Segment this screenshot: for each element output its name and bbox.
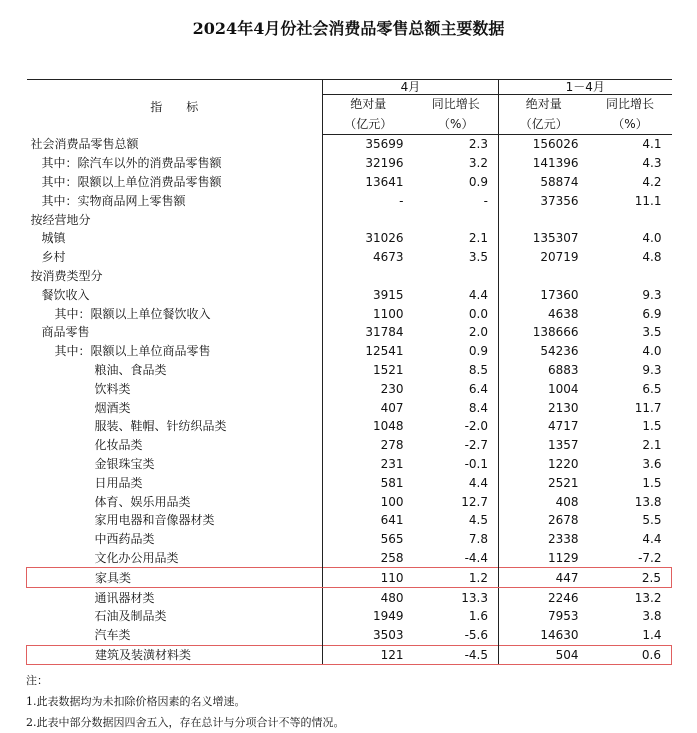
growth-apr-cell: 0.9	[414, 342, 499, 361]
table-row	[27, 191, 672, 210]
row-label: 乡村	[27, 248, 323, 267]
abs-apr-cell: 32196	[365, 156, 404, 171]
abs-ytd-cell: 2130	[547, 400, 579, 415]
growth-ytd-cell: 4.3	[642, 156, 662, 171]
growth-ytd-cell: 6.5	[642, 381, 662, 396]
growth-ytd-cell: 13.8	[634, 494, 662, 509]
growth-ytd-cell	[589, 267, 672, 286]
abs-ytd-cell: 504	[499, 645, 589, 665]
growth-apr-cell: -4.5	[414, 645, 499, 665]
row-label: 文化办公用品类	[27, 549, 323, 568]
growth-apr-cell: 3.5	[414, 248, 499, 267]
growth-ytd-cell: 5.5	[642, 513, 662, 528]
growth-ytd-cell: 11.1	[634, 193, 662, 208]
highlighted-row	[27, 645, 672, 665]
abs-apr-cell: 1949	[372, 609, 404, 624]
abs-ytd-cell: 1129	[547, 550, 579, 565]
abs-apr-cell: 278	[380, 438, 404, 453]
growth-apr-cell: 0.9	[414, 173, 499, 192]
abs-apr-cell: 258	[380, 550, 404, 565]
highlighted-row	[27, 568, 672, 588]
abs-apr-cell: 231	[380, 456, 404, 471]
table-row	[27, 323, 672, 342]
growth-label-ytd: 同比增长	[589, 95, 672, 115]
row-label: 餐饮收入	[27, 285, 323, 304]
growth-apr-cell: -	[414, 191, 499, 210]
growth-ytd-cell: 0.6	[589, 645, 672, 665]
table-row	[27, 398, 672, 417]
abs-apr-cell: 31784	[365, 325, 404, 340]
growth-ytd-cell: 2.1	[642, 438, 662, 453]
growth-apr-cell: 4.4	[414, 285, 499, 304]
growth-ytd-cell: 4.8	[642, 250, 662, 265]
abs-ytd-cell: 138666	[532, 325, 579, 340]
growth-apr-cell: 6.4	[414, 379, 499, 398]
row-label: 社会消费品零售总额	[27, 135, 323, 154]
table-row	[27, 626, 672, 645]
table-row	[27, 342, 672, 361]
abs-ytd-cell: 7953	[547, 609, 579, 624]
abs-apr-cell	[323, 210, 414, 229]
table-row	[27, 361, 672, 380]
abs-ytd-cell: 1220	[547, 456, 579, 471]
abs-ytd-cell: 4717	[547, 419, 579, 434]
abs-apr-cell: 4673	[372, 250, 404, 265]
abs-ytd-cell: 58874	[540, 174, 579, 189]
growth-apr-cell: -2.0	[414, 417, 499, 436]
growth-ytd-cell: 3.6	[642, 456, 662, 471]
growth-ytd-cell: 3.5	[642, 325, 662, 340]
abs-apr-cell: 230	[380, 381, 404, 396]
growth-apr-cell: 8.4	[414, 398, 499, 417]
table-row	[27, 549, 672, 568]
note-2: 2.此表中部分数据因四舍五入，存在总计与分项合计不等的情况。	[26, 716, 345, 729]
growth-apr-cell: 0.0	[414, 304, 499, 323]
abs-ytd-cell: 2678	[547, 513, 579, 528]
row-label: 体育、娱乐用品类	[27, 492, 323, 511]
growth-ytd-cell: 3.8	[642, 609, 662, 624]
row-label: 按经营地分	[27, 210, 323, 229]
growth-apr-cell: 1.2	[414, 568, 499, 588]
abs-ytd-cell: 447	[499, 568, 589, 588]
table-row	[27, 304, 672, 323]
growth-ytd-cell: 11.7	[634, 400, 662, 415]
abs-ytd-cell: 2521	[547, 475, 579, 490]
note-1: 1.此表数据均为未扣除价格因素的名义增速。	[26, 695, 246, 708]
table-row	[27, 210, 672, 229]
growth-apr-cell: 4.4	[414, 473, 499, 492]
notes-heading: 注：	[26, 674, 48, 687]
table-row	[27, 267, 672, 286]
growth-unit-apr: （%）	[414, 114, 499, 135]
page-title: 2024年4月份社会消费品零售总额主要数据	[192, 19, 505, 38]
growth-ytd-cell: 13.2	[634, 590, 662, 605]
row-label: 服装、鞋帽、针纺织品类	[27, 417, 323, 436]
row-label: 其中：限额以上单位餐饮收入	[27, 304, 323, 323]
growth-apr-cell: -5.6	[414, 626, 499, 645]
table-row	[27, 530, 672, 549]
abs-ytd-cell: 408	[555, 494, 579, 509]
table-row	[27, 285, 672, 304]
growth-apr-cell: -0.1	[414, 455, 499, 474]
growth-apr-cell: -4.4	[414, 549, 499, 568]
growth-ytd-cell: 6.9	[642, 306, 662, 321]
row-label: 建筑及装潢材料类	[27, 645, 323, 665]
abs-ytd-cell	[499, 210, 589, 229]
growth-apr-cell: 2.1	[414, 229, 499, 248]
abs-ytd-cell: 1357	[547, 438, 579, 453]
growth-unit-ytd: （%）	[589, 114, 672, 135]
table-row	[27, 379, 672, 398]
row-label: 其中：除汽车以外的消费品零售额	[27, 154, 323, 173]
abs-ytd-cell: 2246	[547, 590, 579, 605]
abs-apr-cell: 110	[323, 568, 414, 588]
abs-apr-cell: 100	[380, 494, 404, 509]
abs-ytd-cell: 54236	[540, 344, 579, 359]
growth-apr-cell: 4.5	[414, 511, 499, 530]
notes	[26, 670, 345, 733]
abs-ytd-cell: 135307	[532, 231, 579, 246]
table-row	[27, 588, 672, 607]
abs-ytd-cell: 1004	[547, 381, 579, 396]
row-label: 通讯器材类	[27, 588, 323, 607]
growth-apr-cell: 2.0	[414, 323, 499, 342]
row-label: 汽车类	[27, 626, 323, 645]
growth-apr-cell	[414, 267, 499, 286]
growth-ytd-cell: 4.4	[642, 532, 662, 547]
growth-apr-cell: 12.7	[414, 492, 499, 511]
period-jan-apr-header: 1－4月	[565, 80, 605, 94]
growth-ytd-cell: 1.4	[642, 628, 662, 643]
abs-apr-cell: 641	[380, 513, 404, 528]
retail-sales-table	[26, 79, 672, 665]
growth-apr-cell: 1.6	[414, 607, 499, 626]
table-row	[27, 248, 672, 267]
row-label: 金银珠宝类	[27, 455, 323, 474]
table-row	[27, 135, 672, 154]
growth-ytd-cell: 2.5	[589, 568, 672, 588]
abs-ytd-cell	[499, 267, 589, 286]
abs-ytd-cell: 37356	[540, 193, 579, 208]
growth-ytd-cell: -7.2	[638, 550, 662, 565]
row-label: 石油及制品类	[27, 607, 323, 626]
growth-label-apr: 同比增长	[414, 95, 499, 115]
table-row	[27, 436, 672, 455]
table-row	[27, 473, 672, 492]
abs-apr-cell: 1521	[372, 362, 404, 377]
abs-ytd-cell: 6883	[547, 362, 579, 377]
growth-apr-cell: 8.5	[414, 361, 499, 380]
growth-apr-cell: 7.8	[414, 530, 499, 549]
growth-ytd-cell	[589, 210, 672, 229]
abs-apr-cell: 121	[323, 645, 414, 665]
table-row	[27, 455, 672, 474]
row-label: 日用品类	[27, 473, 323, 492]
growth-apr-cell: 3.2	[414, 154, 499, 173]
growth-ytd-cell: 4.0	[642, 344, 662, 359]
abs-ytd-cell: 14630	[540, 628, 579, 643]
row-label: 其中：实物商品网上零售额	[27, 191, 323, 210]
abs-apr-cell: 3503	[372, 628, 404, 643]
abs-apr-cell: 565	[380, 532, 404, 547]
row-label: 城镇	[27, 229, 323, 248]
table-row	[27, 492, 672, 511]
table-row	[27, 173, 672, 192]
table-row	[27, 417, 672, 436]
abs-apr-cell: 35699	[365, 137, 404, 152]
growth-apr-cell	[414, 210, 499, 229]
growth-ytd-cell: 1.5	[642, 419, 662, 434]
abs-apr-cell: 1048	[372, 419, 404, 434]
row-label: 家具类	[27, 568, 323, 588]
growth-ytd-cell: 1.5	[642, 475, 662, 490]
abs-apr-cell: 12541	[365, 344, 404, 359]
growth-apr-cell: -2.7	[414, 436, 499, 455]
abs-apr-cell: 31026	[365, 231, 404, 246]
period-april-header: 4月	[323, 80, 499, 95]
abs-apr-cell: -	[399, 193, 404, 208]
abs-apr-cell: 1100	[372, 306, 404, 321]
abs-apr-cell: 480	[380, 590, 404, 605]
abs-label-apr: 绝对量	[323, 95, 414, 115]
row-label: 其中：限额以上单位消费品零售额	[27, 173, 323, 192]
growth-apr-cell: 13.3	[414, 588, 499, 607]
table-body	[27, 135, 672, 665]
row-label: 粮油、食品类	[27, 361, 323, 380]
abs-ytd-cell: 141396	[532, 156, 579, 171]
abs-ytd-cell: 2338	[547, 532, 579, 547]
row-label: 按消费类型分	[27, 267, 323, 286]
row-label: 烟酒类	[27, 398, 323, 417]
table-row	[27, 154, 672, 173]
abs-unit-apr: （亿元）	[323, 114, 414, 135]
abs-apr-cell: 581	[380, 475, 404, 490]
abs-label-ytd: 绝对量	[499, 95, 589, 115]
row-label: 化妆品类	[27, 436, 323, 455]
abs-apr-cell: 3915	[372, 287, 404, 302]
table-row	[27, 607, 672, 626]
row-label: 其中：限额以上单位商品零售	[27, 342, 323, 361]
growth-ytd-cell: 9.3	[642, 287, 662, 302]
indicator-header: 指 标	[27, 80, 323, 135]
abs-ytd-cell: 156026	[532, 137, 579, 152]
abs-ytd-cell: 20719	[540, 250, 579, 265]
abs-apr-cell: 407	[380, 400, 404, 415]
growth-ytd-cell: 4.1	[642, 137, 662, 152]
growth-ytd-cell: 4.0	[642, 231, 662, 246]
table-row	[27, 511, 672, 530]
growth-ytd-cell: 9.3	[642, 362, 662, 377]
abs-ytd-cell: 17360	[540, 287, 579, 302]
abs-unit-ytd: （亿元）	[499, 114, 589, 135]
row-label: 商品零售	[27, 323, 323, 342]
abs-ytd-cell: 4638	[547, 306, 579, 321]
abs-apr-cell	[323, 267, 414, 286]
table-row	[27, 229, 672, 248]
row-label: 饮料类	[27, 379, 323, 398]
growth-ytd-cell: 4.2	[642, 174, 662, 189]
row-label: 中西药品类	[27, 530, 323, 549]
row-label: 家用电器和音像器材类	[27, 511, 323, 530]
abs-apr-cell: 13641	[365, 174, 404, 189]
growth-apr-cell: 2.3	[414, 135, 499, 154]
